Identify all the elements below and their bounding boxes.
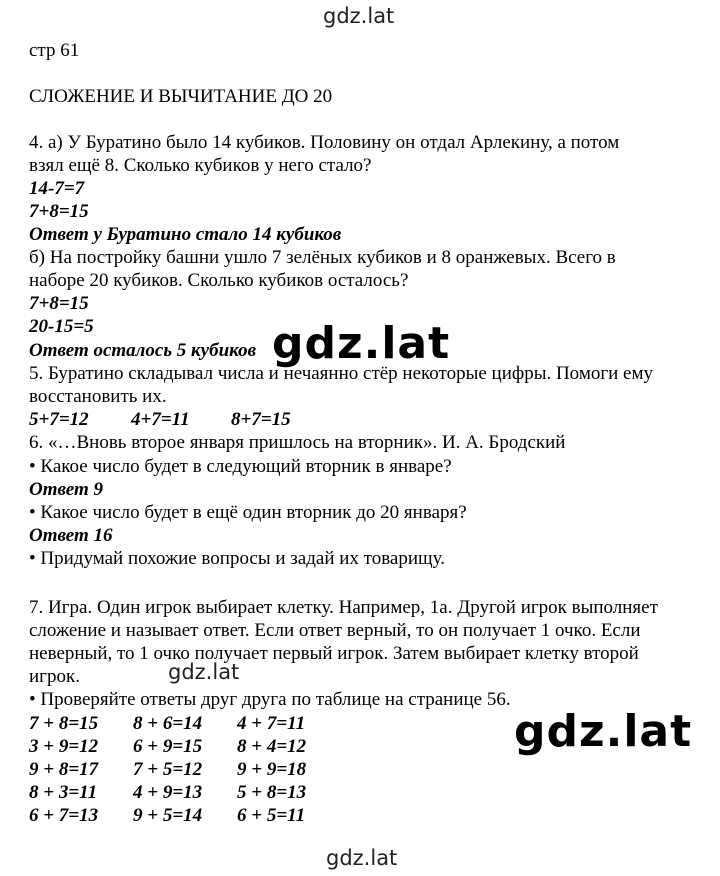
- task5-equation-1: 5+7=12: [29, 409, 89, 430]
- grid-cell: 7 + 8=15: [29, 713, 99, 734]
- grid-row: [29, 735, 341, 758]
- grid-cell: 3 + 9=12: [29, 736, 99, 757]
- task4-a-solution-1: 14-7=7: [29, 178, 85, 199]
- grid-row: [29, 712, 341, 735]
- task5-line2: восстановить их.: [29, 386, 167, 407]
- task4-a-answer: Ответ у Буратино стало 14 кубиков: [29, 224, 342, 245]
- task4-a-line1: 4. а) У Буратино было 14 кубиков. Половину он отдал Арлекину, а потом: [29, 132, 620, 153]
- grid-cell: 5 + 8=13: [237, 782, 307, 803]
- task4-b-solution-2: 20-15=5: [29, 316, 94, 337]
- task7-line1: 7. Игра. Один игрок выбирает клетку. Например, 1а. Другой игрок выполняет: [29, 597, 658, 618]
- task7-equation-grid: [29, 712, 341, 827]
- task6-answer-2: Ответ 16: [29, 525, 113, 546]
- watermark-center: gdz.lat: [272, 318, 451, 369]
- task6-line1: 6. «…Вновь второе января пришлось на вторник». И. А. Бродский: [29, 432, 566, 453]
- task7-line2: сложение и называет ответ. Если ответ верный, то он получает 1 очко. Если: [29, 620, 641, 641]
- grid-cell: 6 + 9=15: [133, 736, 203, 757]
- watermark-top: gdz.lat: [323, 4, 395, 28]
- grid-cell: 4 + 7=11: [237, 713, 306, 734]
- grid-cell: 7 + 5=12: [133, 759, 203, 780]
- grid-row: [29, 781, 341, 804]
- task5-line1: 5. Буратино складывал числа и нечаянно стёр некоторые цифры. Помоги ему: [29, 363, 654, 384]
- grid-cell: 6 + 7=13: [29, 805, 99, 826]
- task5-equation-3: 8+7=15: [231, 409, 291, 430]
- task7-line4: игрок.: [29, 666, 80, 687]
- grid-cell: 6 + 5=11: [237, 805, 306, 826]
- section-title: СЛОЖЕНИЕ И ВЫЧИТАНИЕ ДО 20: [29, 86, 333, 107]
- task4-b-solution-1: 7+8=15: [29, 293, 89, 314]
- task6-answer-1: Ответ 9: [29, 479, 103, 500]
- task4-b-line1: б) На постройку башни ушло 7 зелёных кубиков и 8 оранжевых. Всего в: [29, 247, 616, 268]
- grid-row: [29, 804, 341, 827]
- grid-cell: 4 + 9=13: [133, 782, 203, 803]
- grid-cell: 9 + 9=18: [237, 759, 307, 780]
- task4-b-answer: Ответ осталось 5 кубиков: [29, 340, 257, 361]
- grid-cell: 9 + 5=14: [133, 805, 203, 826]
- task4-a-line2: взял ещё 8. Сколько кубиков у него стало?: [29, 155, 372, 176]
- task4-b-line2: наборе 20 кубиков. Сколько кубиков осталось?: [29, 270, 409, 291]
- grid-cell: 9 + 8=17: [29, 759, 99, 780]
- watermark-right: gdz.lat: [514, 706, 693, 757]
- grid-cell: 8 + 6=14: [133, 713, 203, 734]
- task4-a-solution-2: 7+8=15: [29, 201, 89, 222]
- watermark-bottom: gdz.lat: [326, 846, 398, 870]
- grid-cell: 8 + 4=12: [237, 736, 307, 757]
- grid-row: [29, 758, 341, 781]
- task6-question-1: • Какое число будет в следующий вторник в январе?: [29, 456, 452, 477]
- task6-question-2: • Какое число будет в ещё один вторник до 20 января?: [29, 502, 467, 523]
- task7-line3: неверный, то 1 очко получает первый игрок. Затем выбирает клетку второй: [29, 643, 639, 664]
- task6-question-3: • Придумай похожие вопросы и задай их товарищу.: [29, 548, 446, 569]
- task5-equation-2: 4+7=11: [131, 409, 190, 430]
- task7-line5: • Проверяйте ответы друг друга по таблице на странице 56.: [29, 689, 511, 710]
- page-ref: стр 61: [29, 40, 80, 61]
- grid-cell: 8 + 3=11: [29, 782, 98, 803]
- watermark-small: gdz.lat: [168, 660, 240, 684]
